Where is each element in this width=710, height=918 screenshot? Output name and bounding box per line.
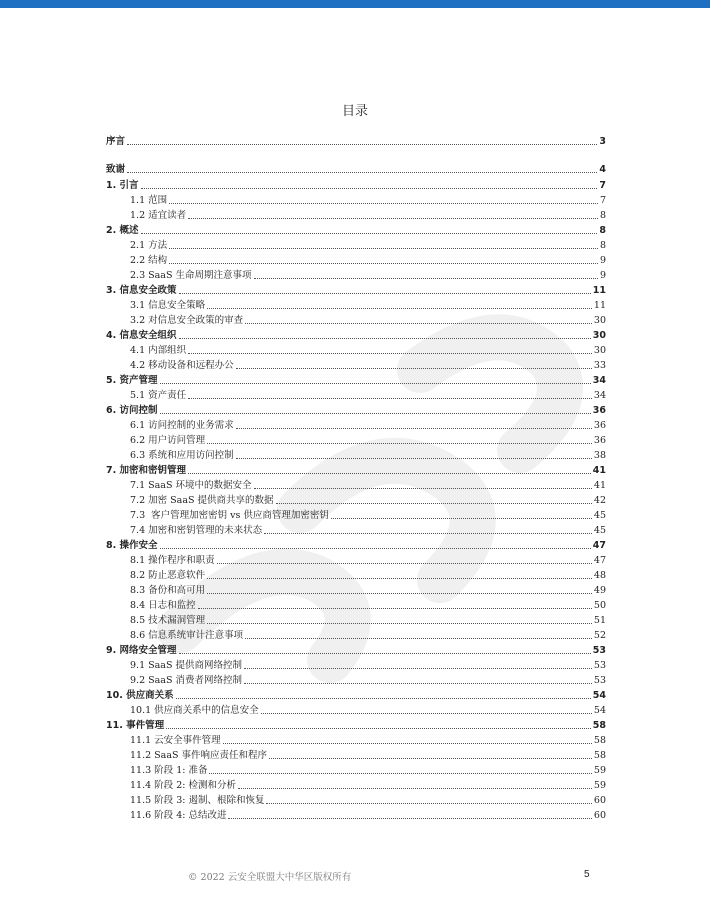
toc-entry-page: 36: [593, 420, 606, 431]
toc-entry-label: 9.2 SaaS 消费者网络控制: [130, 675, 242, 686]
toc-entry-label: 7.3 客户管理加密密钥 vs 供应商管理加密密钥: [130, 510, 329, 521]
toc-entry-label: 序言: [106, 136, 126, 147]
toc-entry-page: 9: [599, 270, 606, 281]
toc-dot-leader: [160, 547, 591, 549]
toc-entry-page: 11: [592, 285, 606, 296]
footer-copyright: © 2022 云安全联盟大中华区版权所有: [188, 872, 352, 883]
toc-section-entry[interactable]: [106, 251, 606, 266]
toc-chapter-entry[interactable]: [106, 221, 606, 236]
toc-dot-leader: [266, 802, 591, 804]
toc-dot-leader: [188, 352, 592, 354]
toc-section-entry[interactable]: [106, 596, 606, 611]
toc-dot-leader: [141, 232, 598, 234]
toc-section-entry[interactable]: [106, 551, 606, 566]
toc-entry-label: 9. 网络安全管理: [106, 645, 177, 656]
toc-entry-page: 45: [593, 510, 606, 521]
toc-entry-page: 47: [593, 555, 606, 566]
toc-chapter-entry[interactable]: [106, 281, 606, 296]
toc-chapter-entry[interactable]: [106, 461, 606, 476]
toc-section-entry[interactable]: [106, 446, 606, 461]
toc-dot-leader: [245, 637, 592, 639]
top-accent-bar: [0, 0, 710, 8]
toc-entry-label: 2.1 方法: [130, 240, 168, 251]
toc-entry-label: 8.6 信息系统审计注意事项: [130, 630, 244, 641]
toc-dot-leader: [169, 262, 598, 264]
toc-entry-page: 59: [593, 765, 606, 776]
toc-section-entry[interactable]: [106, 701, 606, 716]
toc-dot-leader: [207, 442, 592, 444]
toc-entry-label: 7. 加密和密钥管理: [106, 465, 187, 476]
toc-entry-page: 33: [593, 360, 606, 371]
toc-dot-leader: [179, 337, 591, 339]
toc-entry-label: 6.2 用户访问管理: [130, 435, 206, 446]
toc-section-entry[interactable]: [106, 626, 606, 641]
toc-title: 目录: [341, 104, 368, 119]
toc-entry-page: 30: [593, 345, 606, 356]
toc-entry-label: 3.1 信息安全策略: [130, 300, 206, 311]
toc-chapter-entry[interactable]: [106, 401, 606, 416]
toc-section-entry[interactable]: [106, 476, 606, 491]
toc-entry-page: 11: [593, 300, 606, 311]
toc-entry-label: 6.3 系统和应用访问控制: [130, 450, 234, 461]
toc-entry-label: 7.2 加密 SaaS 提供商共享的数据: [130, 495, 274, 506]
toc-dot-leader: [188, 472, 591, 474]
toc-dot-leader: [217, 562, 592, 564]
toc-entry-page: 45: [593, 525, 606, 536]
toc-entry-page: 7: [599, 180, 606, 191]
toc-dot-leader: [127, 143, 597, 145]
toc-dot-leader: [179, 292, 591, 294]
toc-section-entry[interactable]: [106, 656, 606, 671]
toc-entry-label: 4.1 内部组织: [130, 345, 187, 356]
toc-dot-leader: [254, 277, 598, 279]
toc-section-entry[interactable]: [106, 341, 606, 356]
toc-entry-label: 5.1 资产责任: [130, 390, 187, 401]
toc-dot-leader: [244, 682, 592, 684]
toc-dot-leader: [245, 322, 592, 324]
toc-entry-label: 11.4 阶段 2: 检测和分析: [130, 780, 236, 791]
toc-section-entry[interactable]: [106, 671, 606, 686]
toc-section-entry[interactable]: [106, 506, 606, 521]
toc-entry-label: 2.3 SaaS 生命周期注意事项: [130, 270, 252, 281]
toc-entry-page: 34: [593, 390, 606, 401]
toc-dot-leader: [127, 171, 597, 173]
toc-section-entry[interactable]: [106, 416, 606, 431]
toc-entry-page: 53: [593, 660, 606, 671]
toc-entry-page: 53: [593, 675, 606, 686]
toc-entry-page: 36: [592, 405, 606, 416]
toc-section-entry[interactable]: [106, 806, 606, 821]
toc-dot-leader: [166, 727, 591, 729]
toc-entry-label: 3. 信息安全政策: [106, 285, 177, 296]
toc-section-entry[interactable]: [106, 731, 606, 746]
toc-section-entry[interactable]: [106, 566, 606, 581]
toc-entry-page: 60: [593, 810, 606, 821]
footer-page-number: 5: [584, 869, 590, 880]
toc-dot-leader: [160, 412, 591, 414]
toc-entry-label: 11. 事件管理: [106, 720, 165, 731]
toc-entry-page: 59: [593, 780, 606, 791]
toc-dot-leader: [261, 712, 592, 714]
toc-entry-page: 60: [593, 795, 606, 806]
toc-chapter-entry[interactable]: [106, 686, 606, 701]
toc-entry-page: 42: [593, 495, 606, 506]
toc-entry-label: 8.4 日志和监控: [130, 600, 196, 611]
toc-dot-leader: [169, 247, 598, 249]
toc-entry-label: 11.5 阶段 3: 遏制、根除和恢复: [130, 795, 265, 806]
toc-entry-page: 8: [599, 240, 606, 251]
toc-section-entry[interactable]: [106, 191, 606, 206]
toc-chapter-entry[interactable]: [106, 176, 606, 191]
toc-entry-page: 47: [592, 540, 606, 551]
toc-dot-leader: [264, 532, 592, 534]
toc-entry-label: 致谢: [106, 164, 126, 175]
toc-section-entry[interactable]: [106, 311, 606, 326]
toc-dot-leader: [207, 577, 592, 579]
toc-entry-label: 2. 概述: [106, 225, 139, 236]
toc-dot-leader: [236, 457, 592, 459]
toc-section-entry[interactable]: [106, 521, 606, 536]
toc-section-entry[interactable]: [106, 746, 606, 761]
toc-section-entry[interactable]: [106, 581, 606, 596]
toc-dot-leader: [254, 487, 592, 489]
toc-entry-page: 53: [592, 645, 606, 656]
toc-entry-label: 4.2 移动设备和远程办公: [130, 360, 234, 371]
toc-chapter-entry[interactable]: [106, 326, 606, 341]
toc-dot-leader: [207, 622, 592, 624]
toc-section-entry[interactable]: [106, 296, 606, 311]
toc-dot-leader: [207, 307, 592, 309]
toc-entry-label: 8.2 防止恶意软件: [130, 570, 206, 581]
toc-dot-leader: [188, 397, 592, 399]
toc-entry-page: 30: [592, 330, 606, 341]
toc-entry-page: 48: [593, 570, 606, 581]
toc-entry-page: 30: [593, 315, 606, 326]
toc-entry-label: 9.1 SaaS 提供商网络控制: [130, 660, 242, 671]
toc-entry-page: 7: [599, 195, 606, 206]
toc-entry-page: 52: [593, 630, 606, 641]
toc-dot-leader: [269, 757, 592, 759]
toc-dot-leader: [244, 667, 592, 669]
toc-entry-label: 10. 供应商关系: [106, 690, 174, 701]
toc-entry-page: 58: [592, 720, 606, 731]
toc-entry-page: 58: [593, 735, 606, 746]
toc-dot-leader: [198, 607, 592, 609]
toc-entry-page: 49: [593, 585, 606, 596]
toc-entry-page: 9: [599, 255, 606, 266]
toc-entry-label: 3.2 对信息安全政策的审查: [130, 315, 244, 326]
toc-dot-leader: [223, 742, 592, 744]
toc-entry-page: 34: [592, 375, 606, 386]
toc-chapter-entry[interactable]: [106, 132, 606, 147]
toc-dot-leader: [236, 367, 592, 369]
toc-dot-leader: [160, 382, 591, 384]
toc-section-entry[interactable]: [106, 776, 606, 791]
toc-entry-label: 4. 信息安全组织: [106, 330, 177, 341]
toc-entry-label: 11.2 SaaS 事件响应责任和程序: [130, 750, 268, 761]
toc-entry-label: 7.4 加密和密钥管理的未来状态: [130, 525, 263, 536]
toc-chapter-entry[interactable]: [106, 641, 606, 656]
toc-entry-page: 41: [592, 465, 606, 476]
toc-entry-label: 11.3 阶段 1: 准备: [130, 765, 208, 776]
toc-entry-label: 8. 操作安全: [106, 540, 158, 551]
toc-dot-leader: [276, 502, 592, 504]
toc-entry-label: 8.3 备份和高可用: [130, 585, 206, 596]
toc-chapter-entry[interactable]: [106, 716, 606, 731]
toc-entry-page: 51: [593, 615, 606, 626]
toc-section-entry[interactable]: [106, 611, 606, 626]
toc-entry-page: 3: [599, 136, 606, 147]
toc-section-entry[interactable]: [106, 761, 606, 776]
toc-entry-label: 8.5 技术漏洞管理: [130, 615, 206, 626]
toc-entry-page: 8: [599, 210, 606, 221]
toc-dot-leader: [176, 697, 591, 699]
toc-entry-page: 54: [592, 690, 606, 701]
toc-dot-leader: [209, 772, 591, 774]
toc-entry-page: 41: [593, 480, 606, 491]
toc-section-entry[interactable]: [106, 431, 606, 446]
toc-section-entry[interactable]: [106, 386, 606, 401]
toc-entry-label: 2.2 结构: [130, 255, 168, 266]
toc-section-entry[interactable]: [106, 236, 606, 251]
toc-entry-label: 6. 访问控制: [106, 405, 158, 416]
toc-entry-label: 11.1 云安全事件管理: [130, 735, 221, 746]
toc-dot-leader: [331, 517, 592, 519]
toc-dot-leader: [228, 817, 591, 819]
toc-entry-label: 6.1 访问控制的业务需求: [130, 420, 234, 431]
toc-entry-label: 1. 引言: [106, 180, 139, 191]
toc-section-entry[interactable]: [106, 206, 606, 221]
toc-entry-label: 11.6 阶段 4: 总结改进: [130, 810, 227, 821]
toc-entry-page: 4: [599, 164, 606, 175]
toc-entry-label: 8.1 操作程序和职责: [130, 555, 215, 566]
toc-entry-label: 10.1 供应商关系中的信息安全: [130, 705, 259, 716]
toc-dot-leader: [188, 217, 598, 219]
toc-section-entry[interactable]: [106, 356, 606, 371]
toc-dot-leader: [236, 427, 592, 429]
toc-dot-leader: [169, 202, 598, 204]
toc-dot-leader: [207, 592, 592, 594]
toc-entry-page: 58: [593, 750, 606, 761]
toc-dot-leader: [179, 652, 591, 654]
toc-entry-label: 7.1 SaaS 环境中的数据安全: [130, 480, 252, 491]
toc-section-entry[interactable]: [106, 791, 606, 806]
toc-entry-label: 5. 资产管理: [106, 375, 158, 386]
toc-entry-label: 1.1 范围: [130, 195, 168, 206]
toc-dot-leader: [238, 787, 592, 789]
toc-entry-page: 50: [593, 600, 606, 611]
toc-chapter-entry[interactable]: [106, 536, 606, 551]
toc-chapter-entry[interactable]: [106, 160, 606, 175]
toc-chapter-entry[interactable]: [106, 371, 606, 386]
toc-section-entry[interactable]: [106, 266, 606, 281]
toc-entry-page: 8: [599, 225, 606, 236]
toc-dot-leader: [141, 187, 598, 189]
toc-section-entry[interactable]: [106, 491, 606, 506]
toc-entry-page: 38: [593, 450, 606, 461]
toc-entry-page: 54: [593, 705, 606, 716]
toc-entry-page: 36: [593, 435, 606, 446]
toc-entry-label: 1.2 适宜读者: [130, 210, 187, 221]
